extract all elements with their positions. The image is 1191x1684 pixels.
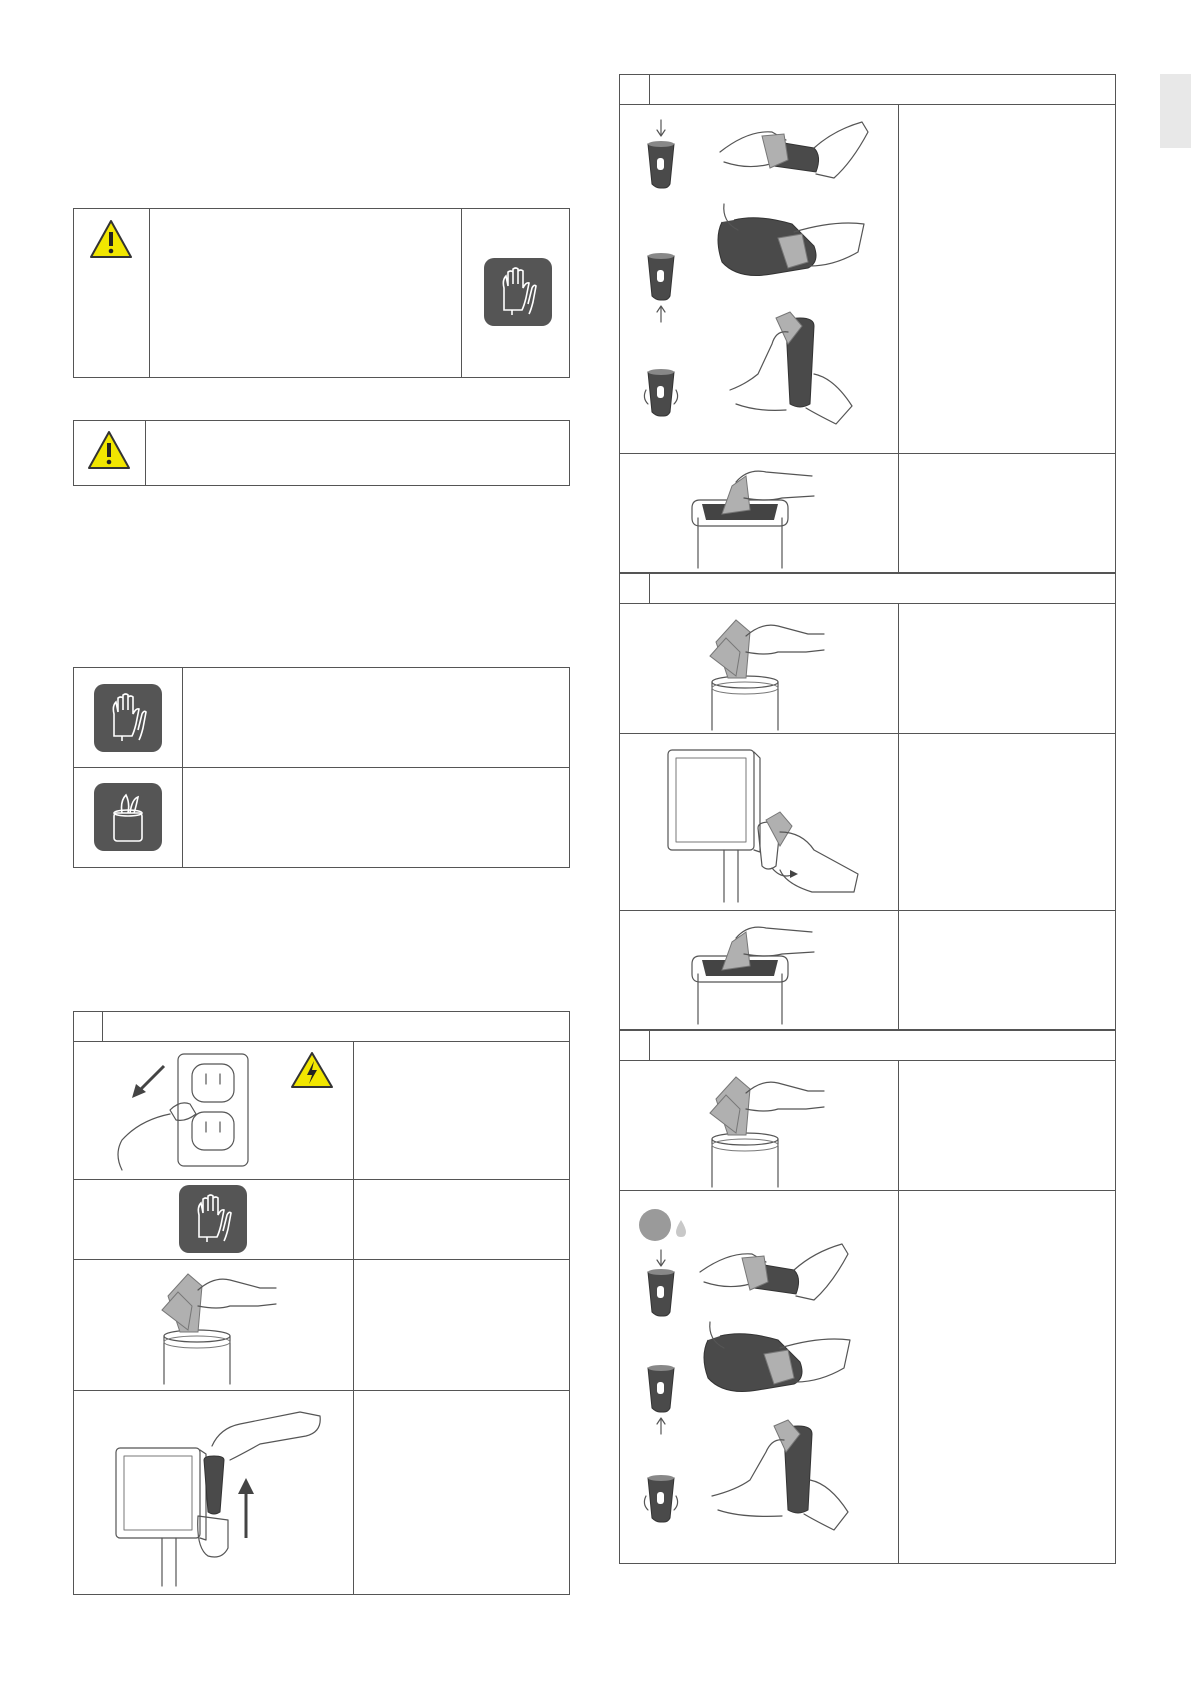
- divider: [619, 1190, 1116, 1191]
- section-index-tab: [1160, 74, 1191, 148]
- clean-cup-sequence-illustration: [638, 112, 878, 442]
- remove-handpiece-illustration: [110, 1398, 345, 1586]
- step-number-divider: [649, 74, 650, 104]
- warning-box: [73, 420, 570, 486]
- clean-cup-sequence-illustration: [638, 1248, 878, 1548]
- water-drop-icon: [638, 1208, 690, 1242]
- dispose-wipe-illustration: [692, 918, 822, 1024]
- divider: [73, 1179, 570, 1180]
- divider: [73, 1390, 570, 1391]
- step-number-divider: [649, 573, 650, 603]
- warning-icon: [89, 219, 133, 259]
- step-number-divider: [649, 1030, 650, 1060]
- divider: [73, 767, 570, 768]
- step-number-divider: [102, 1011, 103, 1041]
- gloves-icon: [178, 1185, 248, 1253]
- electric-hazard-icon: [290, 1051, 334, 1089]
- gloves-icon: [484, 258, 552, 326]
- divider: [145, 420, 146, 486]
- warning-icon: [87, 430, 131, 470]
- divider: [619, 603, 1116, 604]
- divider: [73, 1259, 570, 1260]
- divider: [898, 104, 899, 573]
- divider: [619, 910, 1116, 911]
- wipe-holder-illustration: [662, 742, 872, 902]
- divider: [619, 733, 1116, 734]
- divider: [619, 453, 1116, 454]
- dispose-wipe-illustration: [692, 462, 822, 568]
- take-wipe-illustration: [158, 1266, 288, 1384]
- gloves-icon: [93, 684, 163, 752]
- divider: [619, 1060, 1116, 1061]
- wipes-container-icon: [93, 783, 163, 851]
- divider: [619, 104, 1116, 105]
- divider: [353, 1041, 354, 1595]
- divider: [461, 208, 462, 378]
- divider: [73, 1041, 570, 1042]
- take-wipe-illustration: [706, 612, 836, 730]
- divider: [898, 1060, 899, 1564]
- divider: [149, 208, 150, 378]
- take-wipe-illustration: [706, 1069, 836, 1187]
- divider: [898, 603, 899, 1030]
